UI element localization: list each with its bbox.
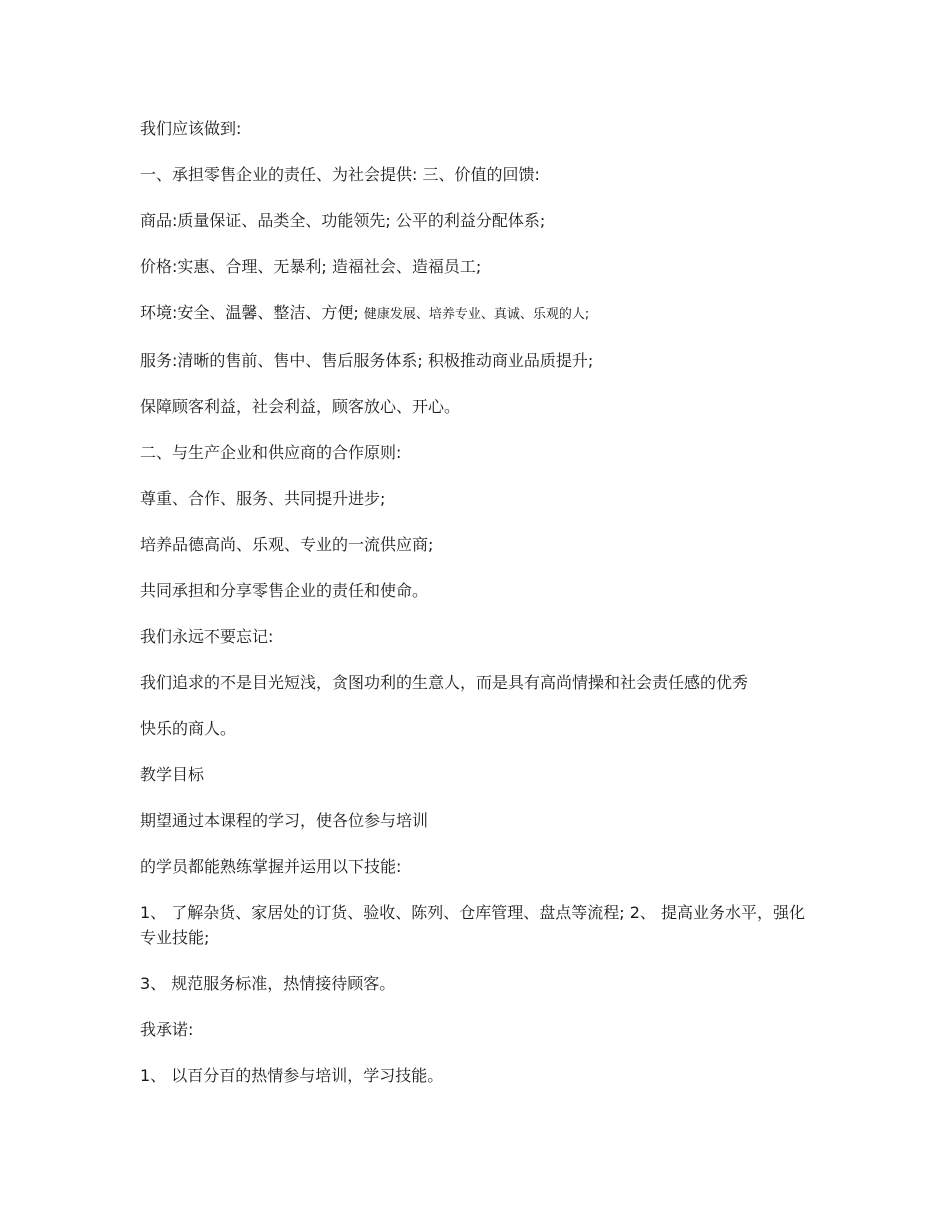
paragraph: 商品:质量保证、品类全、功能领先; 公平的利益分配体系; bbox=[140, 211, 546, 230]
paragraph: 二、与生产企业和供应商的合作原则: bbox=[140, 443, 402, 462]
paragraph: 服务:清晰的售前、售中、售后服务体系; 积极推动商业品质提升; bbox=[140, 351, 594, 370]
document-body bbox=[140, 116, 820, 1109]
paragraph: 保障顾客利益，社会利益，顾客放心、开心。 bbox=[140, 397, 461, 416]
paragraph: 我承诺: bbox=[140, 1020, 194, 1039]
paragraph: 快乐的商人。 bbox=[140, 719, 237, 738]
paragraph: 价格:实惠、合理、无暴利; 造福社会、造福员工; bbox=[140, 257, 482, 276]
paragraph bbox=[140, 300, 820, 327]
paragraph: 我们应该做到: bbox=[140, 119, 242, 138]
paragraph: 1、 了解杂货、家居处的订货、验收、陈列、仓库管理、盘点等流程; 2、 提高业务水平，强化专业技能; bbox=[140, 903, 806, 947]
paragraph: 共同承担和分享零售企业的责任和使命。 bbox=[140, 581, 429, 600]
paragraph: 的学员都能熟练掌握并运用以下技能: bbox=[140, 857, 402, 876]
paragraph: 期望通过本课程的学习，使各位参与培训 bbox=[140, 811, 429, 830]
paragraph: 我们永远不要忘记: bbox=[140, 627, 274, 646]
paragraph-small-text: 健康发展、培养专业、真诚、乐观的人; bbox=[363, 307, 590, 322]
paragraph: 一、承担零售企业的责任、为社会提供: 三、价值的回馈: bbox=[140, 165, 540, 184]
paragraph-text: 环境:安全、温馨、整洁、方便; bbox=[140, 303, 364, 322]
paragraph: 培养品德高尚、乐观、专业的一流供应商; bbox=[140, 535, 434, 554]
paragraph: 3、 规范服务标准，热情接待顾客。 bbox=[140, 974, 396, 993]
paragraph: 尊重、合作、服务、共同提升进步; bbox=[140, 489, 386, 508]
paragraph: 1、 以百分百的热情参与培训，学习技能。 bbox=[140, 1066, 444, 1085]
paragraph: 教学目标 bbox=[140, 765, 205, 784]
paragraph: 我们追求的不是目光短浅，贪图功利的生意人，而是具有高尚情操和社会责任感的优秀 bbox=[140, 673, 749, 692]
